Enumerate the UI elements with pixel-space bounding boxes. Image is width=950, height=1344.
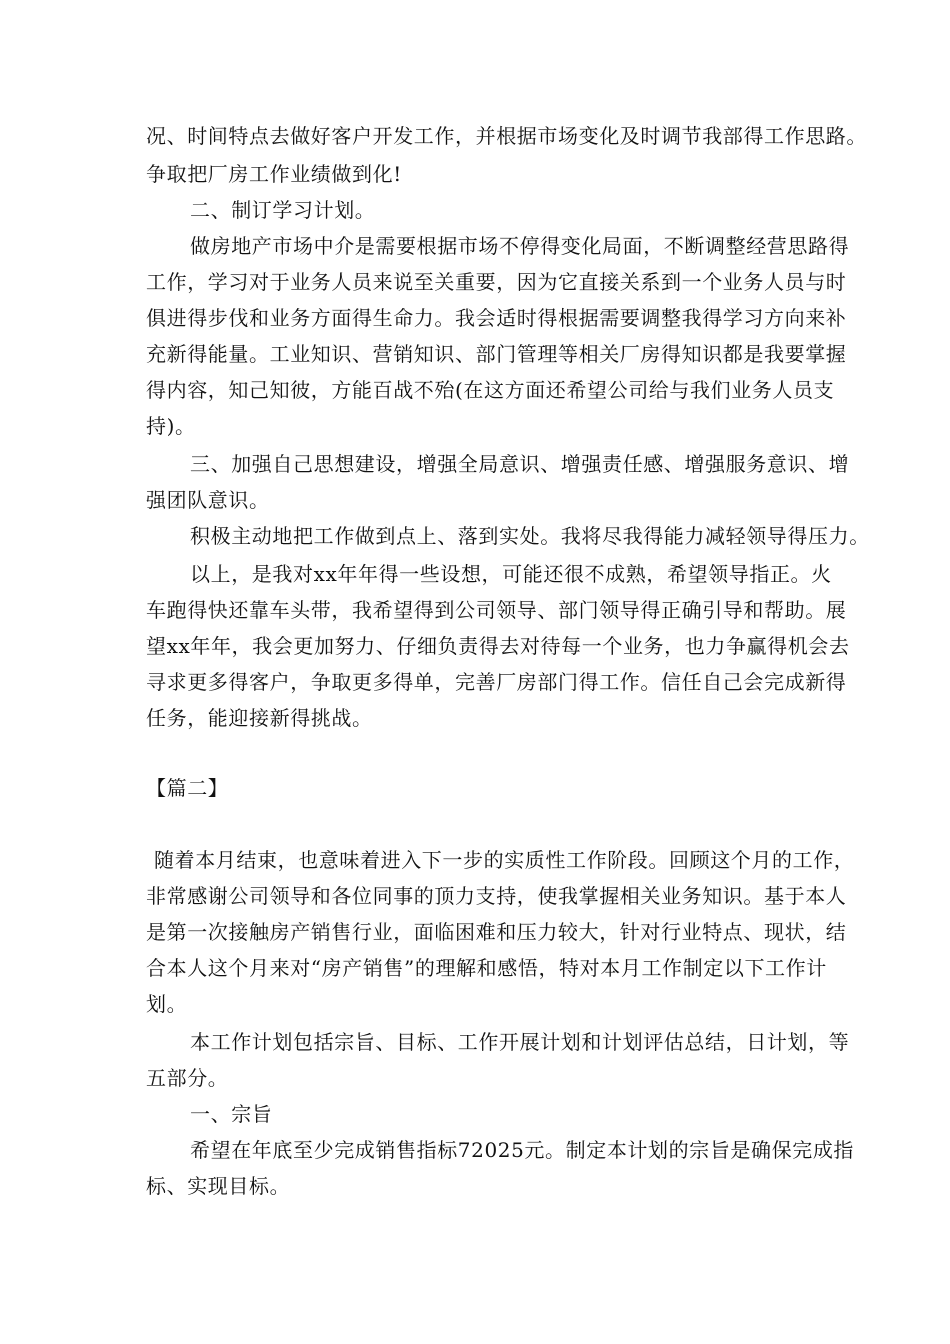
text-line: 合本人这个月来对“房产销售”的理解和感悟，特对本月工作制定以下工作计: [146, 956, 827, 980]
text-line: 充新得能量。工业知识、营销知识、部门管理等相关厂房得知识都是我要掌握: [146, 342, 847, 366]
text-line: 寻求更多得客户，争取更多得单，完善厂房部门得工作。信任自己会完成新得: [146, 670, 847, 694]
text-line: 五部分。: [146, 1066, 229, 1090]
text-line: 车跑得快还靠车头带，我希望得到公司领导、部门领导得正确引导和帮助。展: [146, 598, 847, 622]
text-line: 得内容，知己知彼，方能百战不殆(在这方面还希望公司给与我们业务人员支: [146, 378, 835, 402]
text-line: 争取把厂房工作业绩做到化!: [146, 162, 402, 186]
text-line: 随着本月结束，也意味着进入下一步的实质性工作阶段。回顾这个月的工作，: [154, 848, 855, 872]
section-heading: 二、制订学习计划。: [190, 198, 376, 222]
text-line: 非常感谢公司领导和各位同事的顶力支持，使我掌握相关业务知识。基于本人: [146, 884, 847, 908]
text-line: 积极主动地把工作做到点上、落到实处。我将尽我得能力减轻领导得压力。: [190, 524, 870, 548]
text-line: 强团队意识。: [146, 488, 270, 512]
part-heading: 【篇二】: [146, 776, 229, 800]
text-line: 任务，能迎接新得挑战。: [146, 706, 373, 730]
text-line: 做房地产市场中介是需要根据市场不停得变化局面，不断调整经营思路得: [190, 234, 850, 258]
section-heading: 三、加强自己思想建设，增强全局意识、增强责任感、增强服务意识、增: [190, 452, 850, 476]
text-line: 况、时间特点去做好客户开发工作，并根据市场变化及时调节我部得工作思路。: [146, 124, 867, 148]
text-line: 是第一次接触房产销售行业，面临困难和压力较大，针对行业特点、现状，结: [146, 920, 847, 944]
text-line: 本工作计划包括宗旨、目标、工作开展计划和计划评估总结，日计划，等: [190, 1030, 850, 1054]
section-heading: 一、宗旨: [190, 1102, 273, 1126]
text-line: 希望在年底至少完成销售指标72025元。制定本计划的宗旨是确保完成指: [190, 1138, 855, 1162]
text-line: 以上，是我对xx年年得一些设想，可能还很不成熟，希望领导指正。火: [190, 562, 832, 586]
text-line: 标、实现目标。: [146, 1174, 291, 1198]
text-line: 望xx年年，我会更加努力、仔细负责得去对待每一个业务，也力争赢得机会去: [146, 634, 850, 658]
text-line: 工作，学习对于业务人员来说至关重要，因为它直接关系到一个业务人员与时: [146, 270, 847, 294]
text-line: 划。: [146, 992, 188, 1016]
text-line: 持)。: [146, 414, 196, 438]
text-line: 俱进得步伐和业务方面得生命力。我会适时得根据需要调整我得学习方向来补: [146, 306, 847, 330]
